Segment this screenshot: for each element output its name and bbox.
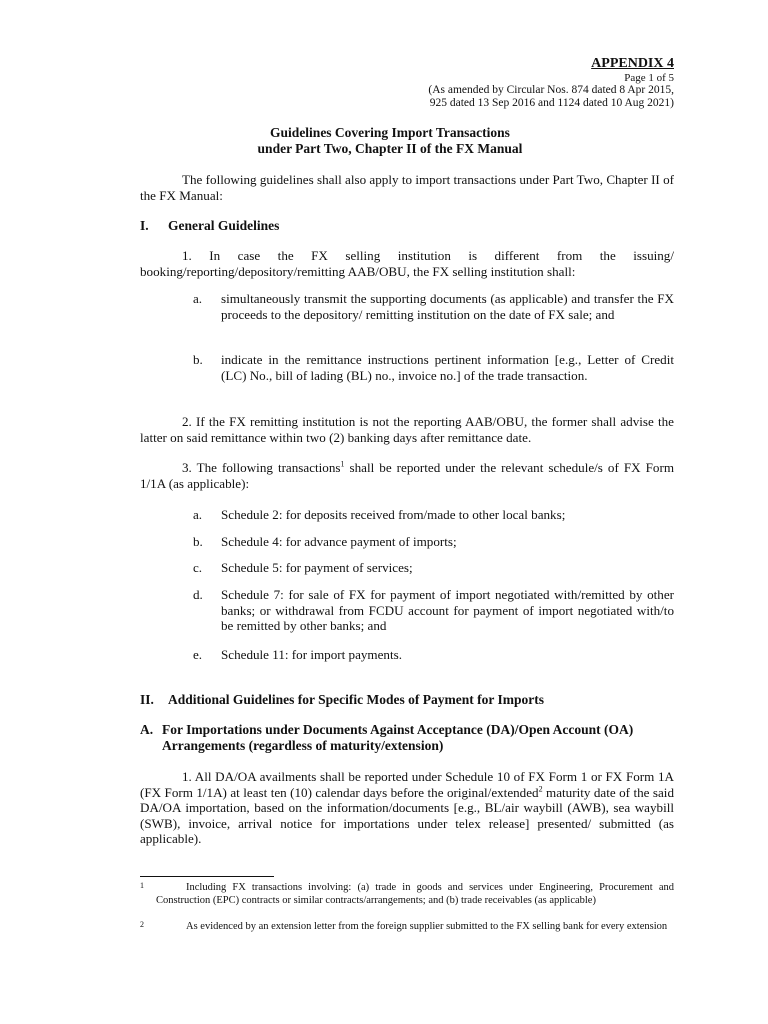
footnote-text: Including FX transactions involving: (a) trade in goods and services under Engineering, Procurement and Construction (EPC) contracts or similar contracts/arrangements; and (b) trade receivables (as applicable) bbox=[156, 882, 674, 906]
section-title: General Guidelines bbox=[168, 218, 280, 233]
list-item-text: indicate in the remittance instructions pertinent information [e.g., Letter of Credit (LC) No., bill of lading (BL) no., invoice no.] of the trade transaction. bbox=[221, 352, 674, 383]
list-marker: a. bbox=[193, 507, 203, 522]
footnote-ref-1: 1 bbox=[340, 459, 345, 469]
list-marker: a. bbox=[193, 291, 203, 306]
footnote-ref-2: 2 bbox=[538, 784, 543, 794]
section-number: II. bbox=[140, 692, 154, 707]
paragraph-text: shall be reported under the relevant schedule/s of FX Form 1/1A (as applicable): bbox=[140, 460, 675, 491]
footnote-text: As evidenced by an extension letter from the foreign supplier submitted to the FX selling bank for every extension bbox=[186, 921, 668, 932]
list-marker: c. bbox=[193, 560, 203, 575]
section-heading-additional bbox=[140, 692, 544, 708]
document-title-line1: Guidelines Covering Import Transactions bbox=[270, 125, 510, 140]
list-marker: d. bbox=[193, 587, 203, 602]
list-marker: e. bbox=[193, 647, 203, 662]
list-item-text: Schedule 5: for payment of services; bbox=[221, 560, 413, 575]
section-number: I. bbox=[140, 218, 149, 233]
footnote-marker: 2 bbox=[140, 920, 144, 929]
footnote-divider bbox=[140, 876, 274, 877]
list-item-text: simultaneously transmit the supporting documents (as applicable) and transfer the FX proceeds to the depository/ remitting institution on the date of FX sale; and bbox=[221, 291, 674, 322]
subsection-number: A. bbox=[140, 722, 154, 737]
amendment-note-line1: (As amended by Circular Nos. 874 dated 8 Apr 2015, bbox=[428, 84, 674, 96]
intro-paragraph: The following guidelines shall also apply to import transactions under Part Two, Chapter II of the FX Manual: bbox=[140, 172, 674, 203]
list-item-text: Schedule 7: for sale of FX for payment of import negotiated with/remitted by other banks; or withdrawal from FCDU account for payment of import negotiated with/to be remitted by other banks; and bbox=[221, 587, 674, 633]
appendix-label: APPENDIX 4 bbox=[591, 56, 674, 71]
paragraph-text: 1. All DA/OA availments shall be reported under Schedule 10 of FX Form 1 or FX Form 1A (FX Form 1/1A) at least ten (10) calendar days before the original/extended bbox=[140, 769, 674, 800]
page-number: Page 1 of 5 bbox=[624, 72, 674, 84]
section-title: Additional Guidelines for Specific Modes of Payment for Imports bbox=[168, 692, 544, 707]
paragraph-text: 3. The following transactions bbox=[182, 460, 341, 475]
paragraph-text: maturity date of the said DA/OA importation, based on the information/documents [e.g., BL/air waybill (AWB), sea waybill (SWB), invoice, arrival notice for importations under telex release] presented/ submitted (as applicable). bbox=[140, 784, 674, 846]
section-heading-general bbox=[140, 218, 279, 234]
general-paragraph-1: 1. In case the FX selling institution is different from the issuing/ booking/reporting/depository/remitting AAB/OBU, the FX selling institution shall: bbox=[140, 248, 674, 279]
document-title-line2: under Part Two, Chapter II of the FX Manual bbox=[257, 141, 523, 156]
list-marker: b. bbox=[193, 352, 203, 367]
general-paragraph-2: 2. If the FX remitting institution is not the reporting AAB/OBU, the former shall advise the latter on said remittance within two (2) banking days after remittance date. bbox=[140, 414, 674, 445]
list-marker: b. bbox=[193, 534, 203, 549]
subsection-title: For Importations under Documents Against Acceptance (DA)/Open Account (OA) Arrangements (regardless of maturity/extension) bbox=[162, 722, 634, 753]
subsection-heading-a bbox=[140, 722, 674, 753]
list-item-text: Schedule 11: for import payments. bbox=[221, 647, 402, 662]
list-item-text: Schedule 2: for deposits received from/made to other local banks; bbox=[221, 507, 566, 522]
amendment-note-line2: 925 dated 13 Sep 2016 and 1124 dated 10 Aug 2021) bbox=[429, 97, 674, 109]
general-paragraph-3 bbox=[140, 460, 674, 491]
list-item-text: Schedule 4: for advance payment of imports; bbox=[221, 534, 457, 549]
additional-paragraph-1 bbox=[140, 769, 674, 847]
footnote-marker: 1 bbox=[140, 881, 144, 890]
